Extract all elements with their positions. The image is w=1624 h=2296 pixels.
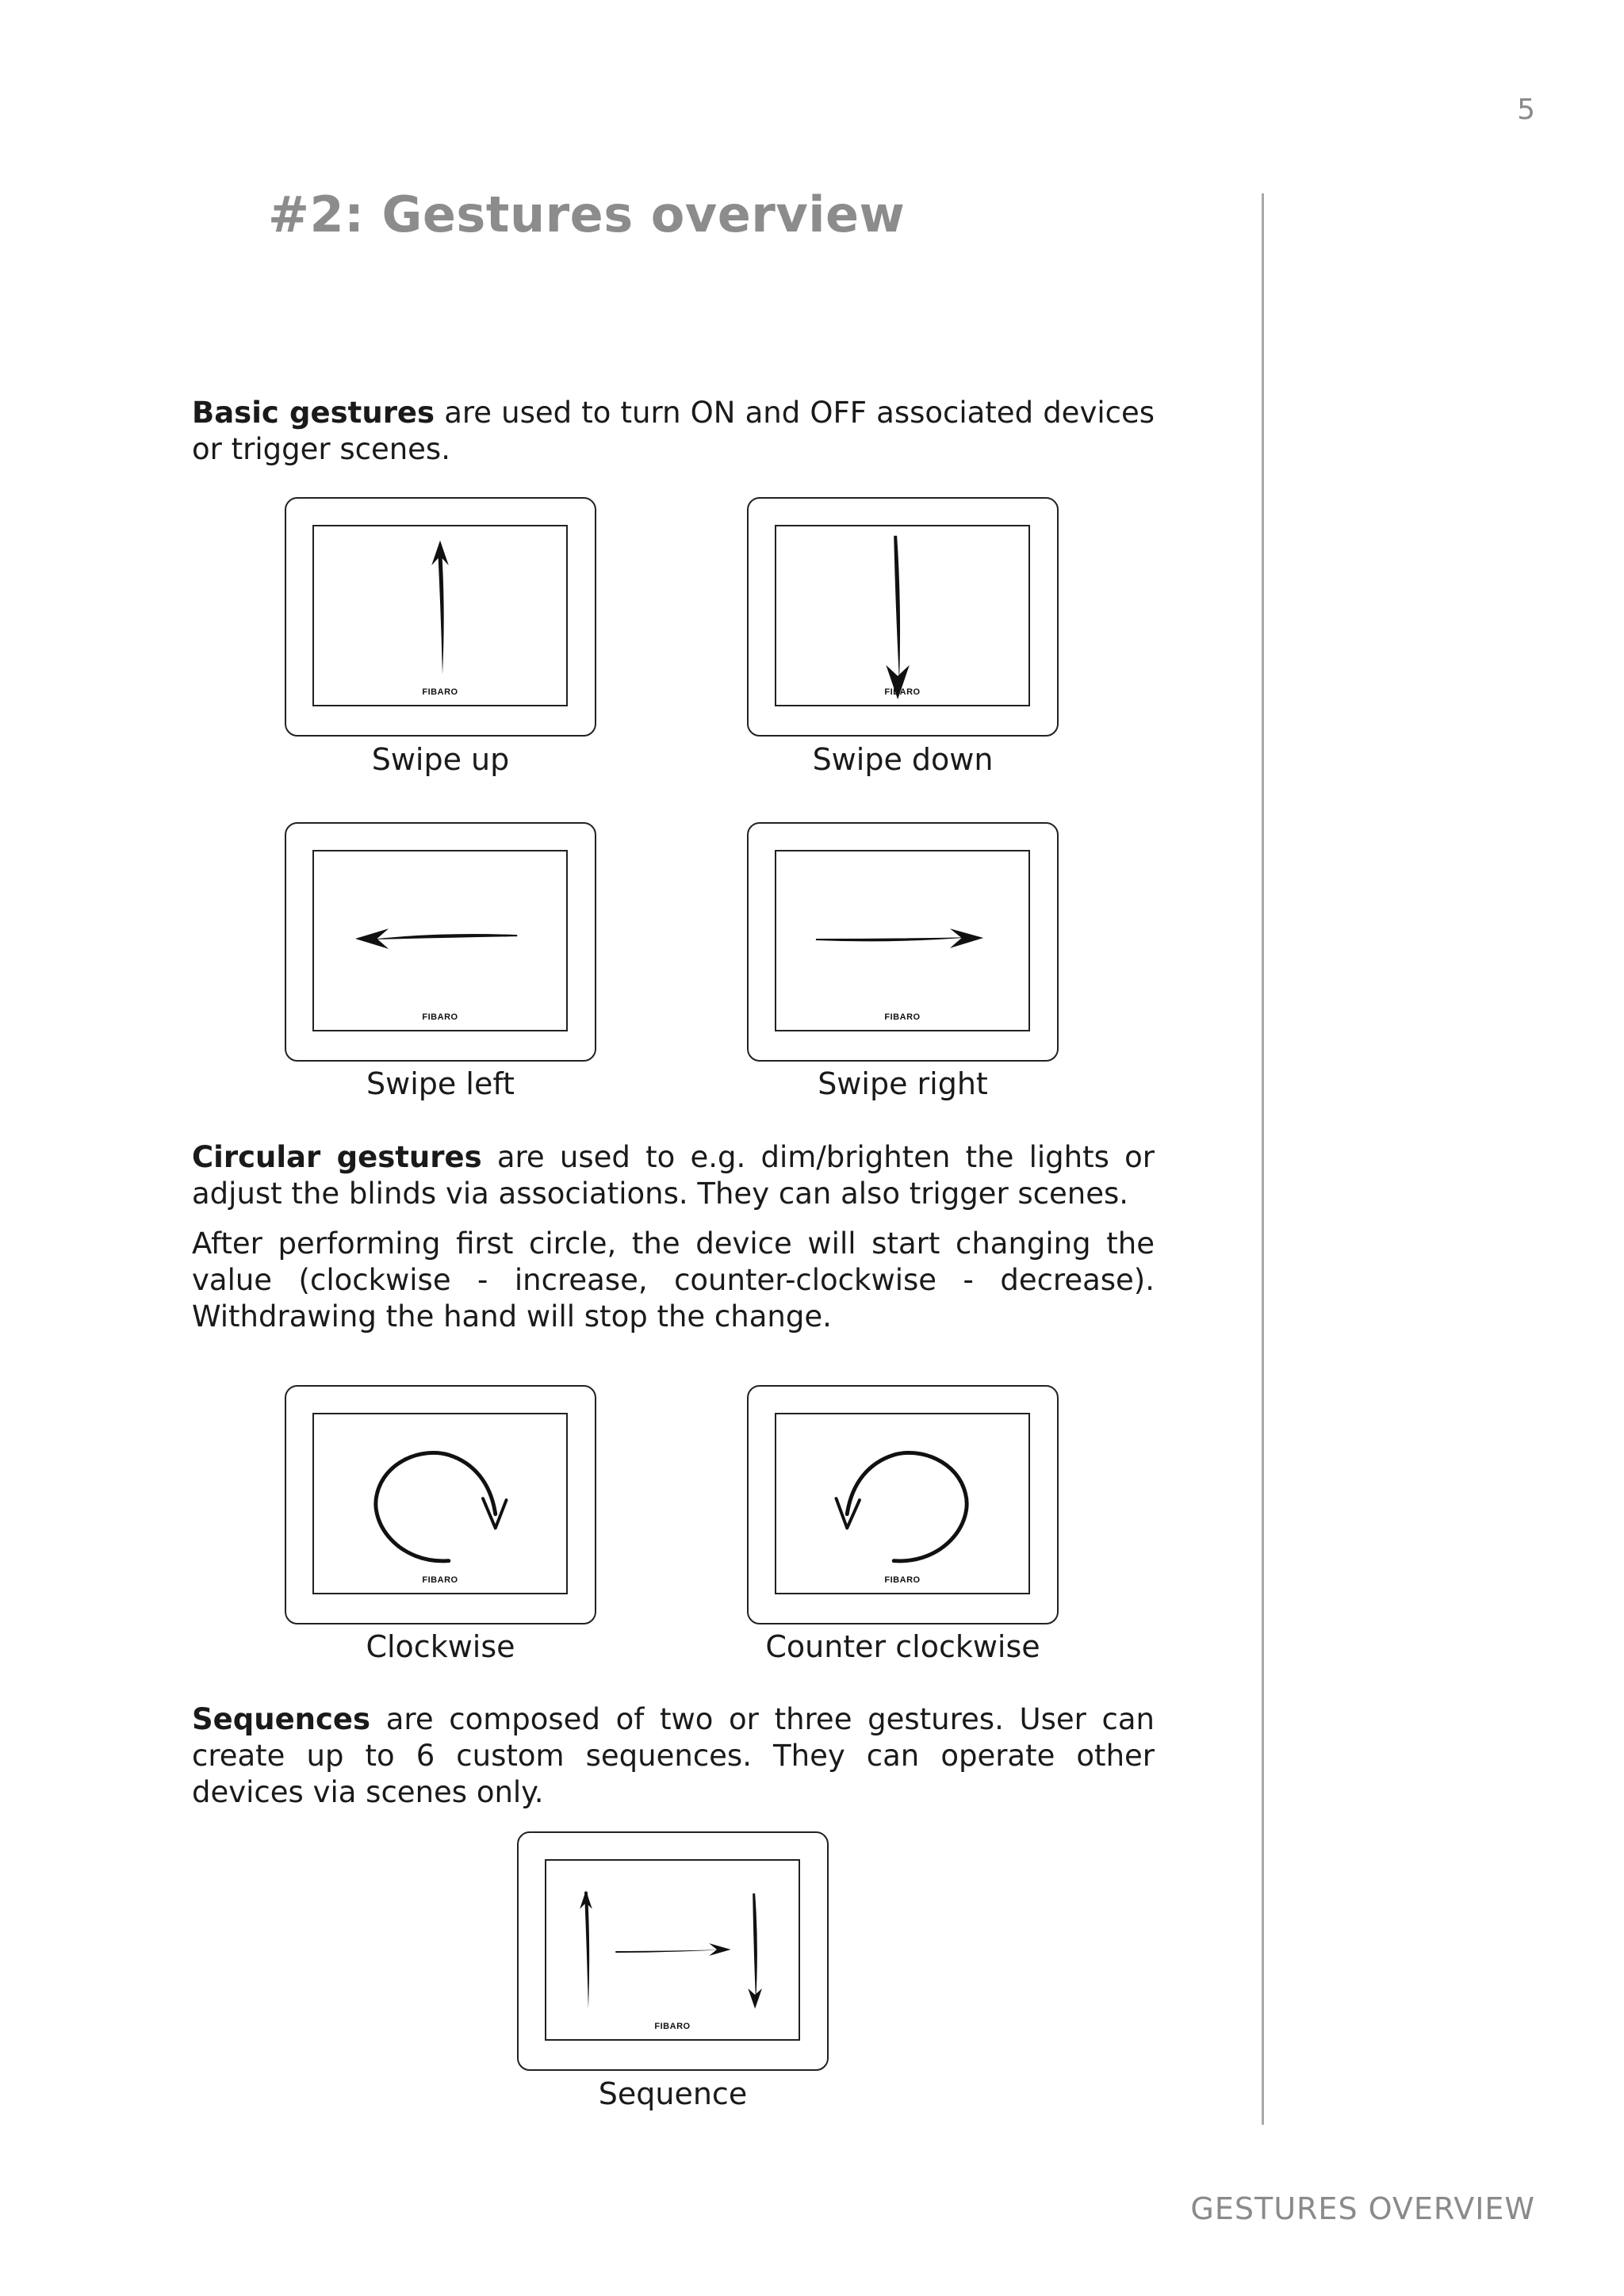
arrow-down-icon: [776, 526, 1028, 705]
device-brand: FIBARO: [654, 2022, 691, 2031]
page-number: 5: [1517, 94, 1535, 126]
circular-gestures-text: are used to e.g. dim/brighten the lights or adjust the blinds via associations. They can also trigger scenes.: [192, 1140, 1155, 1211]
arrow-left-icon: [314, 851, 566, 1030]
counter-clockwise-icon: [776, 1414, 1028, 1593]
device-screen: [775, 525, 1030, 706]
caption-swipe-left: Swipe left: [366, 1066, 515, 1101]
circular-gestures-paragraph: [192, 1139, 1155, 1212]
caption-sequence: Sequence: [598, 2076, 748, 2111]
device-brand: FIBARO: [422, 1012, 458, 1022]
device-counter-clockwise: [747, 1385, 1059, 1624]
basic-gestures-lead: Basic gestures: [192, 396, 435, 430]
device-clockwise: [285, 1385, 596, 1624]
basic-gestures-text: are used to turn ON and OFF associated devices or trigger scenes.: [192, 396, 1155, 466]
caption-swipe-down: Swipe down: [812, 742, 994, 777]
device-screen: [312, 525, 568, 706]
device-sequence: [517, 1831, 829, 2071]
device-screen: [775, 850, 1030, 1031]
circular-behaviour-paragraph: After performing first circle, the device will start changing the value (clockwise - increase, counter-clockwise - decrease). Withdrawing the hand will stop the change.: [192, 1226, 1155, 1334]
clockwise-icon: [314, 1414, 566, 1593]
device-screen: [312, 850, 568, 1031]
side-divider: [1262, 193, 1264, 2125]
device-brand: FIBARO: [422, 687, 458, 697]
device-screen: [312, 1413, 568, 1594]
sequences-lead: Sequences: [192, 1702, 371, 1736]
caption-swipe-up: Swipe up: [371, 742, 510, 777]
device-brand: FIBARO: [884, 1575, 921, 1585]
page-footer: GESTURES OVERVIEW: [1190, 2191, 1535, 2226]
device-brand: FIBARO: [884, 1012, 921, 1022]
arrow-right-icon: [776, 851, 1028, 1030]
device-brand: FIBARO: [884, 687, 921, 697]
device-swipe-down: [747, 497, 1059, 737]
device-screen: [545, 1859, 800, 2041]
caption-clockwise: Clockwise: [366, 1629, 515, 1664]
device-screen: [775, 1413, 1030, 1594]
device-swipe-left: [285, 822, 596, 1062]
circular-gestures-lead: Circular gestures: [192, 1140, 482, 1174]
sequences-text: are composed of two or three gestures. User can create up to 6 custom sequences. They can operate other devices via scenes only.: [192, 1702, 1155, 1809]
basic-gestures-paragraph: [192, 395, 1155, 468]
device-brand: FIBARO: [422, 1575, 458, 1585]
caption-swipe-right: Swipe right: [818, 1066, 988, 1101]
caption-counter-clockwise: Counter clockwise: [765, 1629, 1040, 1664]
page-title: #2: Gestures overview: [268, 186, 906, 243]
sequences-paragraph: [192, 1701, 1155, 1811]
device-swipe-up: [285, 497, 596, 737]
sequence-icon: [546, 1861, 799, 2039]
device-swipe-right: [747, 822, 1059, 1062]
arrow-up-icon: [314, 526, 566, 705]
